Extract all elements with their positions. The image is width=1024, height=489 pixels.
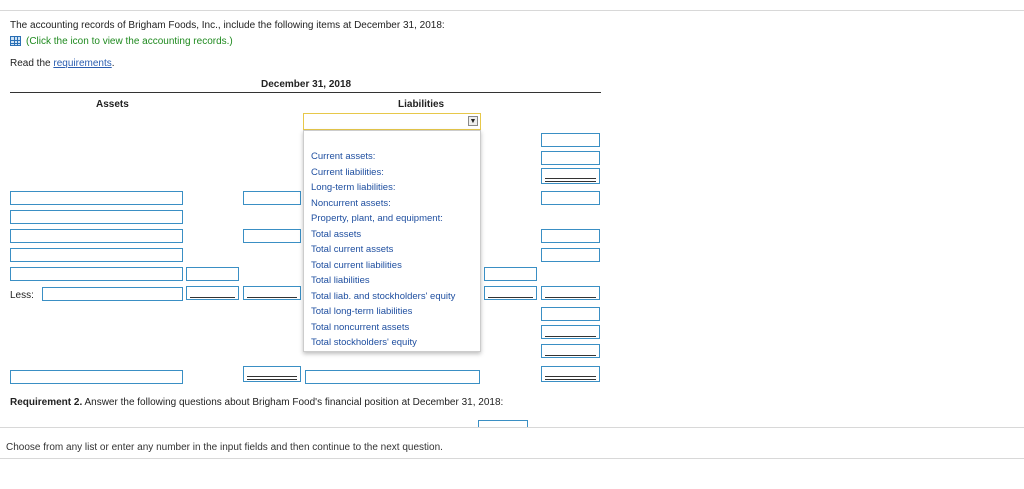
liability-amount-input-b10[interactable]: [541, 344, 600, 358]
table-icon[interactable]: [10, 36, 21, 46]
menu-option[interactable]: Long-term liabilities:: [311, 182, 396, 193]
liability-label-select[interactable]: [303, 113, 481, 130]
liability-amount-input-b3[interactable]: [541, 168, 600, 184]
bottom-divider: [0, 458, 1024, 459]
total-assets-amount-input[interactable]: [243, 366, 301, 382]
total-liab-equity-amount-input[interactable]: [541, 366, 600, 382]
menu-option[interactable]: Total assets: [311, 229, 362, 240]
asset-label-input-1[interactable]: [10, 191, 183, 205]
date-header: December 31, 2018: [261, 79, 352, 90]
liability-amount-input-a2[interactable]: [484, 286, 537, 300]
menu-option[interactable]: Total current liabilities: [311, 260, 402, 271]
asset-label-input-6[interactable]: [10, 370, 183, 384]
read-suffix: .: [111, 58, 115, 69]
liability-amount-input-b7[interactable]: [541, 286, 600, 300]
menu-option[interactable]: Total long-term liabilities: [311, 306, 413, 317]
top-divider: [0, 10, 1024, 11]
asset-amount-input-b3[interactable]: [243, 286, 301, 300]
asset-amount-input-a1[interactable]: [186, 267, 239, 281]
liability-amount-input-b5[interactable]: [541, 229, 600, 243]
accounting-records-link[interactable]: (Click the icon to view the accounting records.): [26, 36, 233, 47]
footer-instruction: Choose from any list or enter any number in the input fields and then continue to the next question.: [6, 442, 443, 453]
footer-divider: [0, 427, 1024, 428]
menu-option[interactable]: Total noncurrent assets: [311, 322, 410, 333]
asset-label-input-2[interactable]: [10, 210, 183, 224]
requirement-2-body: Answer the following questions about Brigham Food's financial position at December 31, 2018:: [82, 397, 504, 408]
intro-text: The accounting records of Brigham Foods, Inc., include the following items at December 31, 2018:: [10, 20, 445, 31]
liabilities-header: Liabilities: [398, 99, 445, 110]
menu-option[interactable]: Noncurrent assets:: [311, 198, 391, 209]
requirement-2-text: [10, 397, 503, 408]
liability-amount-input-b2[interactable]: [541, 151, 600, 165]
read-requirements-line: [10, 58, 115, 69]
less-label: Less:: [10, 290, 34, 301]
liability-amount-input-b4[interactable]: [541, 191, 600, 205]
requirement-2-label: Requirement 2.: [10, 397, 83, 408]
dropdown-arrow-icon[interactable]: ▼: [469, 118, 477, 125]
menu-option[interactable]: Property, plant, and equipment:: [311, 213, 443, 224]
menu-option[interactable]: Current liabilities:: [311, 167, 384, 178]
asset-label-input-5[interactable]: [10, 267, 183, 281]
liability-amount-input-b6[interactable]: [541, 248, 600, 262]
asset-label-input-3[interactable]: [10, 229, 183, 243]
read-prefix: Read the: [10, 58, 54, 69]
asset-label-input-4[interactable]: [10, 248, 183, 262]
liability-amount-input-b8[interactable]: [541, 307, 600, 321]
requirements-link[interactable]: requirements: [53, 58, 112, 69]
menu-option[interactable]: Total stockholders' equity: [311, 337, 417, 348]
menu-option[interactable]: Total current assets: [311, 244, 394, 255]
assets-header: Assets: [96, 99, 129, 110]
asset-amount-input-b1[interactable]: [243, 191, 301, 205]
menu-option[interactable]: Total liabilities: [311, 275, 370, 286]
header-rule: [10, 92, 601, 93]
menu-option[interactable]: Current assets:: [311, 151, 376, 162]
liability-amount-input-a1[interactable]: [484, 267, 537, 281]
asset-amount-input-a2[interactable]: [186, 286, 239, 300]
liability-amount-input-b9[interactable]: [541, 325, 600, 339]
liability-amount-input-b1[interactable]: [541, 133, 600, 147]
liability-options-menu: [303, 130, 481, 352]
less-label-input[interactable]: [42, 287, 183, 301]
liability-label-input-bottom[interactable]: [305, 370, 480, 384]
asset-amount-input-b2[interactable]: [243, 229, 301, 243]
menu-option[interactable]: Total liab. and stockholders' equity: [311, 291, 456, 302]
